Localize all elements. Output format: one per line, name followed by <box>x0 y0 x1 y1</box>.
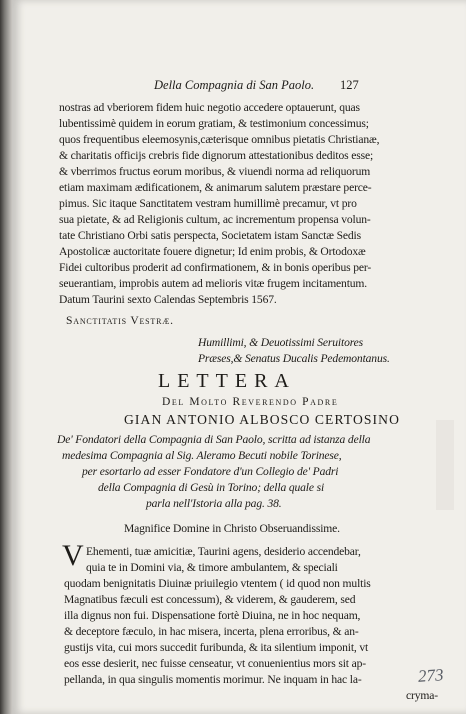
description-line: per esortarlo ad esser Fondatore d'un Collegio de' Padri <box>82 465 339 478</box>
handwritten-page-number: 273 <box>417 665 445 686</box>
letter-line: lubentissimè quidem in eorum gratiam, & testimonium concessimus; <box>59 117 369 130</box>
letter-line: quia te in Domini via, & timore ambulantem, & speciali <box>86 561 338 574</box>
letter-line: quodam benignitatis Diuinæ priuilegio vtentem ( id quod non multis <box>64 577 371 590</box>
letter-line: eos esse desierit, nec fuisse censeatur, vt conuenientius mors sit ap- <box>64 657 366 670</box>
letter-line: Fidei cultoribus proderit ad confirmationem, & in bonis operibus per- <box>59 261 372 274</box>
page-number: 127 <box>340 78 359 92</box>
letter-line: quos frequentibus eleemosynis,cæterisque omnibus pietatis Christianæ, <box>59 133 380 146</box>
letter-title: LETTERA <box>158 370 296 392</box>
letter-byline: Del Molto Reverendo Padre <box>162 396 339 408</box>
catchword: cryma- <box>406 689 438 702</box>
letter-line: Ehementi, tuæ amicitiæ, Taurini agens, desiderio accendebar, <box>86 545 361 558</box>
description-line: parla nell'Istoria alla pag. 38. <box>146 497 282 510</box>
salutation: Sanctitatis Vestræ. <box>66 314 174 327</box>
letter-author: GIAN ANTONIO ALBOSCO CERTOSINO <box>124 412 401 427</box>
letter-line: Apostolicæ auctoritate fouere dignetur; Id enim probis, & Ortodoxæ <box>59 245 366 258</box>
letter-line: illa dignus non fui. Dispensatione fortè Diuina, ne in hoc nequam, <box>64 609 361 622</box>
letter-line: seuerantiam, improbis autem ad melioris vitæ frugem incitamentum. <box>59 277 368 290</box>
letter-line: & vberrimos fructus eorum moribus, & viuendi norma ad reliquorum <box>59 165 371 178</box>
description-line: De' Fondatori della Compagnia di San Paolo, scritta ad istanza della <box>57 433 371 446</box>
paper-stain <box>436 420 454 510</box>
letter-line: tate Christiano Orbi satis perspecta, Societatem istam Sanctæ Sedis <box>59 229 361 242</box>
letter-line: pimus. Sic itaque Sanctitatem vestram humillimè precamur, vt pro <box>59 197 357 210</box>
running-title: Della Compagnia di San Paolo. <box>154 78 315 92</box>
book-page <box>12 0 466 714</box>
drop-cap: V <box>62 539 84 572</box>
letter-line: sua pietate, & ad Religionis cultum, ac incrementum propensa volun- <box>59 213 371 226</box>
letter-address: Magnifice Domine in Christo Obseruandissime. <box>124 522 340 535</box>
signature-line: Præses,& Senatus Ducalis Pedemontanus. <box>198 352 390 365</box>
letter-line: Magnatibus fæculi est concessum), & viderem, & gauderem, sed <box>64 593 356 606</box>
letter-line: etiam maximam ædificationem, & animarum salutem præstare perce- <box>59 181 372 194</box>
signature-line: Humillimi, & Deuotissimi Seruitores <box>198 336 364 349</box>
letter-line: pellanda, in qua singulis momentis morimur. Ne inquam in hac la- <box>64 673 362 686</box>
letter-line: & deceptore fæculo, in hac misera, incerta, plena erroribus, & an- <box>64 625 359 638</box>
book-gutter <box>0 0 12 714</box>
letter-line: gustijs vita, cui mors succedit furibunda, & ita silentium imponit, vt <box>64 641 369 654</box>
description-line: medesima Compagnia al Sig. Aleramo Becuti nobile Torinese, <box>62 449 342 462</box>
letter-line: nostras ad vberiorem fidem huic negotio accedere optauerunt, quas <box>59 101 360 114</box>
description-line: della Compagnia di Gesù in Torino; della quale si <box>98 481 325 494</box>
letter-line: Datum Taurini sexto Calendas Septembris 1567. <box>59 293 277 306</box>
letter-line: & charitatis officijs crebris fide dignorum attestationibus deditos esse; <box>59 149 374 162</box>
